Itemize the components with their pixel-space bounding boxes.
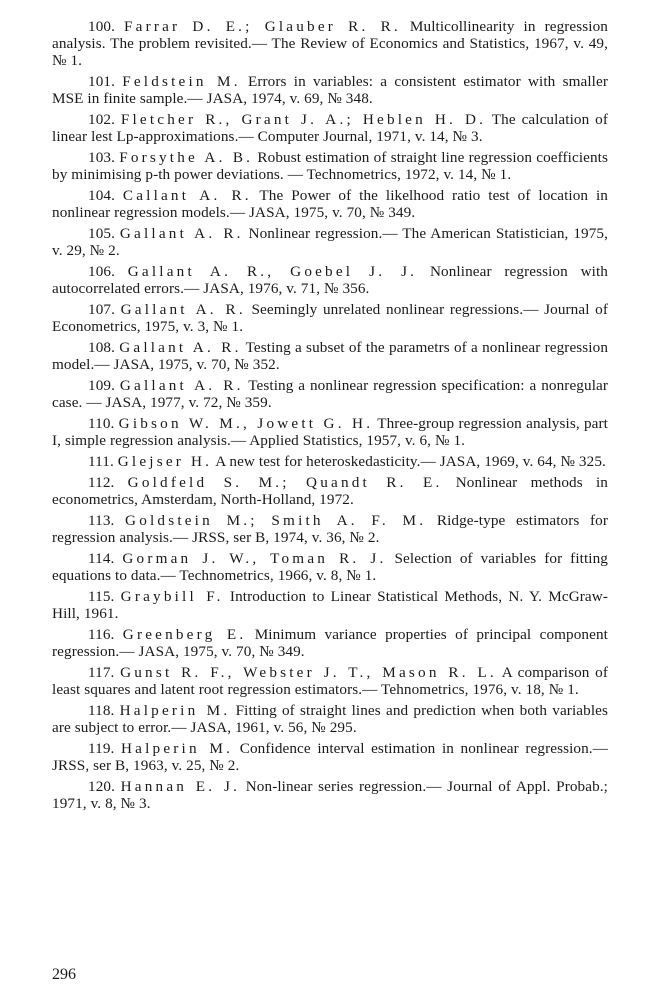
reference-list [52, 18, 608, 816]
reference-item [52, 377, 608, 411]
reference-text: Nonlinear methods in econometrics, Amsterdam, North-Holland, 1972. [52, 474, 608, 509]
reference-item [52, 664, 608, 698]
reference-number: 120. [88, 778, 115, 795]
reference-number: 116. [88, 626, 115, 643]
reference-number: 111. [88, 453, 114, 471]
reference-authors: Goldstein M.; Smith A. F. M. [125, 512, 427, 529]
reference-authors: Gallant A. R. [119, 339, 242, 357]
reference-authors: Gallant A. R. [119, 377, 244, 395]
reference-authors: Fletcher R., Grant J. A.; Heblen H. D. [120, 111, 487, 129]
reference-authors: Gibson W. M., Jowett G. H. [118, 415, 374, 433]
reference-item [52, 453, 608, 470]
reference-authors: Gallant A. R. [120, 301, 246, 319]
reference-text: Seemingly unrelated nonlinear regressions.— Journal of Econometrics, 1975, v. 3, № 1. [52, 301, 609, 336]
reference-authors: Glejser H. [117, 453, 213, 471]
reference-authors: Gorman J. W., Toman R. J. [122, 550, 387, 567]
reference-item [52, 415, 608, 449]
reference-text: Testing a nonlinear regression specification: a nonregular case. — JASA, 1977, v. 72, № 359. [52, 377, 609, 412]
reference-text: The Power of the likelhood ratio test of location in nonlinear regression models.— JASA, 1975, v. 70, № 349. [52, 187, 608, 222]
reference-number: 100. [88, 18, 115, 35]
reference-item [52, 339, 608, 373]
reference-authors: Hannan E. J. [120, 778, 241, 795]
reference-text: Non-linear series regression.— Journal of Appl. Probab.; 1971, v. 8, № 3. [52, 778, 608, 813]
reference-item [52, 512, 608, 546]
reference-text: Selection of variables for fitting equations to data.— Technometrics, 1966, v. 8, № 1. [52, 550, 609, 585]
reference-text: Errors in variables: a consistent estimator with smaller MSE in finite sample.— JASA, 1974, v. 69, № 348. [52, 73, 608, 108]
reference-item [52, 73, 608, 107]
reference-text: A comparison of least squares and latent root regression estimators.— Tehnometrics, 1976, v. 18, № 1. [52, 664, 608, 699]
reference-text: Robust estimation of straight line regression coefficients by minimising p-th power deviations. — Technometrics, 1972, v. 14, № 1. [52, 149, 609, 184]
reference-item [52, 474, 608, 508]
reference-number: 103. [88, 149, 115, 167]
page-number: 296 [52, 966, 76, 983]
reference-number: 107. [88, 301, 115, 319]
reference-authors: Goldfeld S. M.; Quandt R. E. [127, 474, 443, 491]
reference-authors: Gallant A. R., Goebel J. J. [127, 263, 418, 281]
reference-item [52, 740, 608, 774]
reference-text: Introduction to Linear Statistical Methods, N. Y. McGraw-Hill, 1961. [52, 588, 608, 623]
reference-number: 112. [88, 474, 115, 491]
reference-text: Minimum variance properties of principal component regression.— JASA, 1975, v. 70, № 349. [52, 626, 608, 661]
reference-item [52, 263, 608, 297]
reference-number: 110. [88, 415, 115, 433]
reference-authors: Halperin M. [121, 740, 234, 757]
reference-authors: Feldstein M. [122, 73, 241, 91]
reference-number: 101. [88, 73, 115, 91]
reference-text: Confidence interval estimation in nonlinear regression.— JRSS, ser B, 1963, v. 25, № 2. [52, 740, 608, 775]
reference-item [52, 225, 608, 259]
reference-number: 109. [88, 377, 115, 395]
reference-item [52, 778, 608, 812]
reference-text: The calculation of linear lest Lp-approximations.— Computer Journal, 1971, v. 14, № 3. [52, 111, 609, 146]
reference-number: 118. [88, 702, 115, 719]
reference-authors: Forsythe A. B. [119, 149, 254, 167]
reference-number: 102. [88, 111, 115, 129]
reference-text: Ridge-type estimators for regression analysis.— JRSS, ser B, 1974, v. 36, № 2. [52, 512, 608, 547]
reference-number: 104. [88, 187, 115, 205]
reference-item [52, 702, 608, 736]
reference-item [52, 550, 608, 584]
reference-number: 106. [88, 263, 115, 281]
reference-item [52, 626, 608, 660]
reference-item [52, 301, 608, 335]
reference-item [52, 187, 608, 221]
reference-item [52, 111, 608, 145]
reference-authors: Halperin M. [119, 702, 231, 719]
reference-number: 113. [88, 512, 115, 529]
reference-item [52, 588, 608, 622]
reference-number: 117. [88, 664, 115, 681]
reference-text: Nonlinear regression.— The American Statistician, 1975, v. 29, № 2. [52, 225, 608, 260]
reference-number: 114. [88, 550, 115, 567]
reference-number: 108. [88, 339, 115, 357]
reference-text: Three-group regression analysis, part I, simple regression analysis.— Applied Statistics, 1957, v. 6, № 1. [52, 415, 608, 450]
reference-number: 105. [88, 225, 115, 243]
reference-authors: Gunst R. F., Webster J. T., Mason R. L. [120, 664, 497, 681]
reference-text: Fitting of straight lines and prediction when both variables are subject to error.— JASA, 1961, v. 56, № 295. [52, 702, 608, 737]
reference-text: Testing a subset of the parametrs of a nonlinear regression model.— JASA, 1975, v. 70, № 352. [52, 339, 609, 374]
reference-text: Multicollinearity in regression analysis. The problem revisited.— The Review of Economics and Statistics, 1967, v. 49, № 1. [52, 18, 608, 70]
reference-authors: Graybill F. [120, 588, 224, 605]
reference-item [52, 149, 608, 183]
reference-authors: Greenberg E. [122, 626, 247, 643]
reference-authors: Gallant A. R. [119, 225, 244, 243]
reference-number: 119. [88, 740, 115, 757]
reference-text: A new test for heteroskedasticity.— JASA, 1969, v. 64, № 325. [215, 453, 606, 471]
reference-text: Nonlinear regression with autocorrelated errors.— JASA, 1976, v. 71, № 356. [52, 263, 608, 298]
reference-number: 115. [88, 588, 115, 605]
reference-authors: Farrar D. E.; Glauber R. R. [124, 18, 401, 35]
reference-authors: Callant A. R. [122, 187, 252, 205]
reference-item [52, 18, 608, 70]
